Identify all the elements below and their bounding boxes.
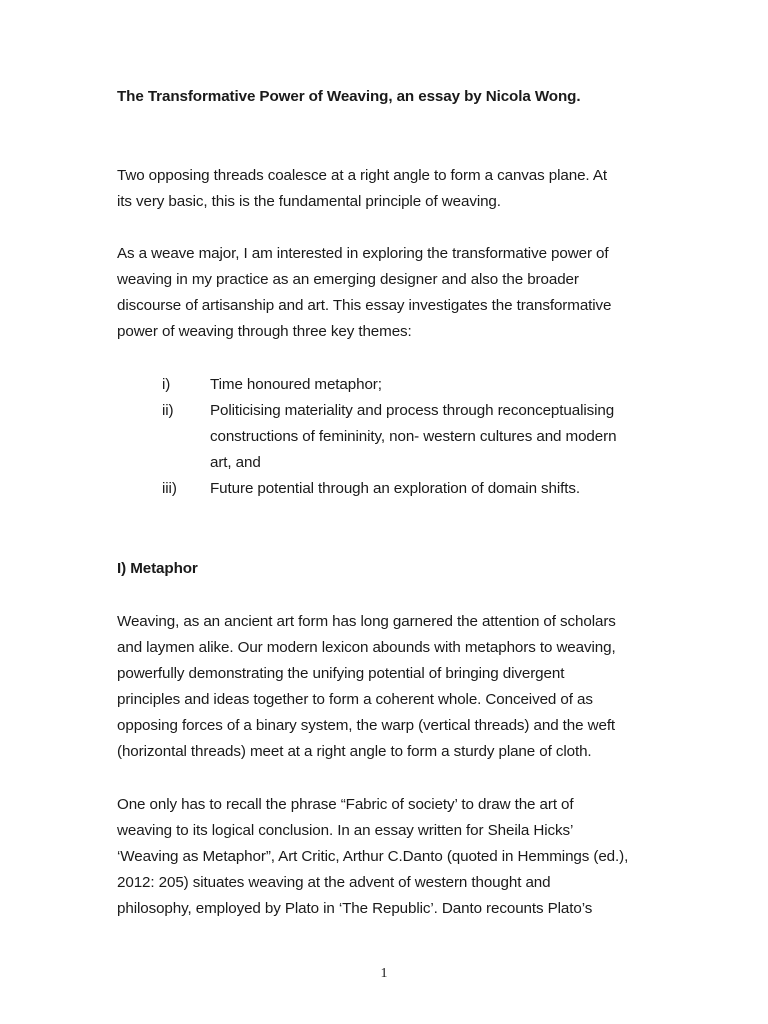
paragraph-line: opposing forces of a binary system, the warp (vertical threads) and the weft xyxy=(117,717,616,734)
list-item-line: Time honoured metaphor; xyxy=(210,376,382,393)
paragraph-line: (horizontal threads) meet at a right angle to form a sturdy plane of cloth. xyxy=(117,743,592,760)
paragraph-line: philosophy, employed by Plato in ‘The Republic’. Danto recounts Plato’s xyxy=(117,900,593,917)
section-heading: I) Metaphor xyxy=(117,560,198,577)
paragraph-line: discourse of artisanship and art. This essay investigates the transformative xyxy=(117,297,612,314)
paragraph-line: power of weaving through three key themes: xyxy=(117,323,412,340)
paragraph-line: One only has to recall the phrase “Fabric of society’ to draw the art of xyxy=(117,796,574,813)
list-item-line: Politicising materiality and process through reconceptualising xyxy=(210,402,615,419)
metaphor-paragraph-1 xyxy=(117,613,657,769)
essay-title: The Transformative Power of Weaving, an essay by Nicola Wong. xyxy=(117,88,581,105)
metaphor-paragraph-2 xyxy=(117,796,657,926)
paragraph-line: 2012: 205) situates weaving at the advent of western thought and xyxy=(117,874,551,891)
themes-paragraph xyxy=(117,245,657,349)
list-item-line: art, and xyxy=(210,454,261,471)
page-number: 1 xyxy=(380,966,388,981)
paragraph-line: Two opposing threads coalesce at a right angle to form a canvas plane. At xyxy=(117,167,607,184)
paragraph-line: principles and ideas together to form a coherent whole. Conceived of as xyxy=(117,691,593,708)
paragraph-line: As a weave major, I am interested in exploring the transformative power of xyxy=(117,245,609,262)
list-item xyxy=(117,376,677,402)
list-numeral: i) xyxy=(162,376,171,393)
paragraph-line: powerfully demonstrating the unifying potential of bringing divergent xyxy=(117,665,565,682)
list-numeral: ii) xyxy=(162,402,174,419)
intro-paragraph xyxy=(117,167,657,219)
paragraph-line: weaving to its logical conclusion. In an essay written for Sheila Hicks’ xyxy=(117,822,574,839)
list-item-line: constructions of femininity, non- western cultures and modern xyxy=(210,428,617,445)
paragraph-line: and laymen alike. Our modern lexicon abounds with metaphors to weaving, xyxy=(117,639,616,656)
paragraph-line: its very basic, this is the fundamental principle of weaving. xyxy=(117,193,501,210)
paragraph-line: ‘Weaving as Metaphor”, Art Critic, Arthur C.Danto (quoted in Hemmings (ed.), xyxy=(117,848,629,865)
list-item xyxy=(117,480,677,506)
list-item xyxy=(117,402,677,480)
list-item-line: Future potential through an exploration of domain shifts. xyxy=(210,480,580,497)
paragraph-line: weaving in my practice as an emerging designer and also the broader xyxy=(117,271,579,288)
paragraph-line: Weaving, as an ancient art form has long garnered the attention of scholars xyxy=(117,613,616,630)
themes-list xyxy=(117,376,677,506)
list-numeral: iii) xyxy=(162,480,177,497)
